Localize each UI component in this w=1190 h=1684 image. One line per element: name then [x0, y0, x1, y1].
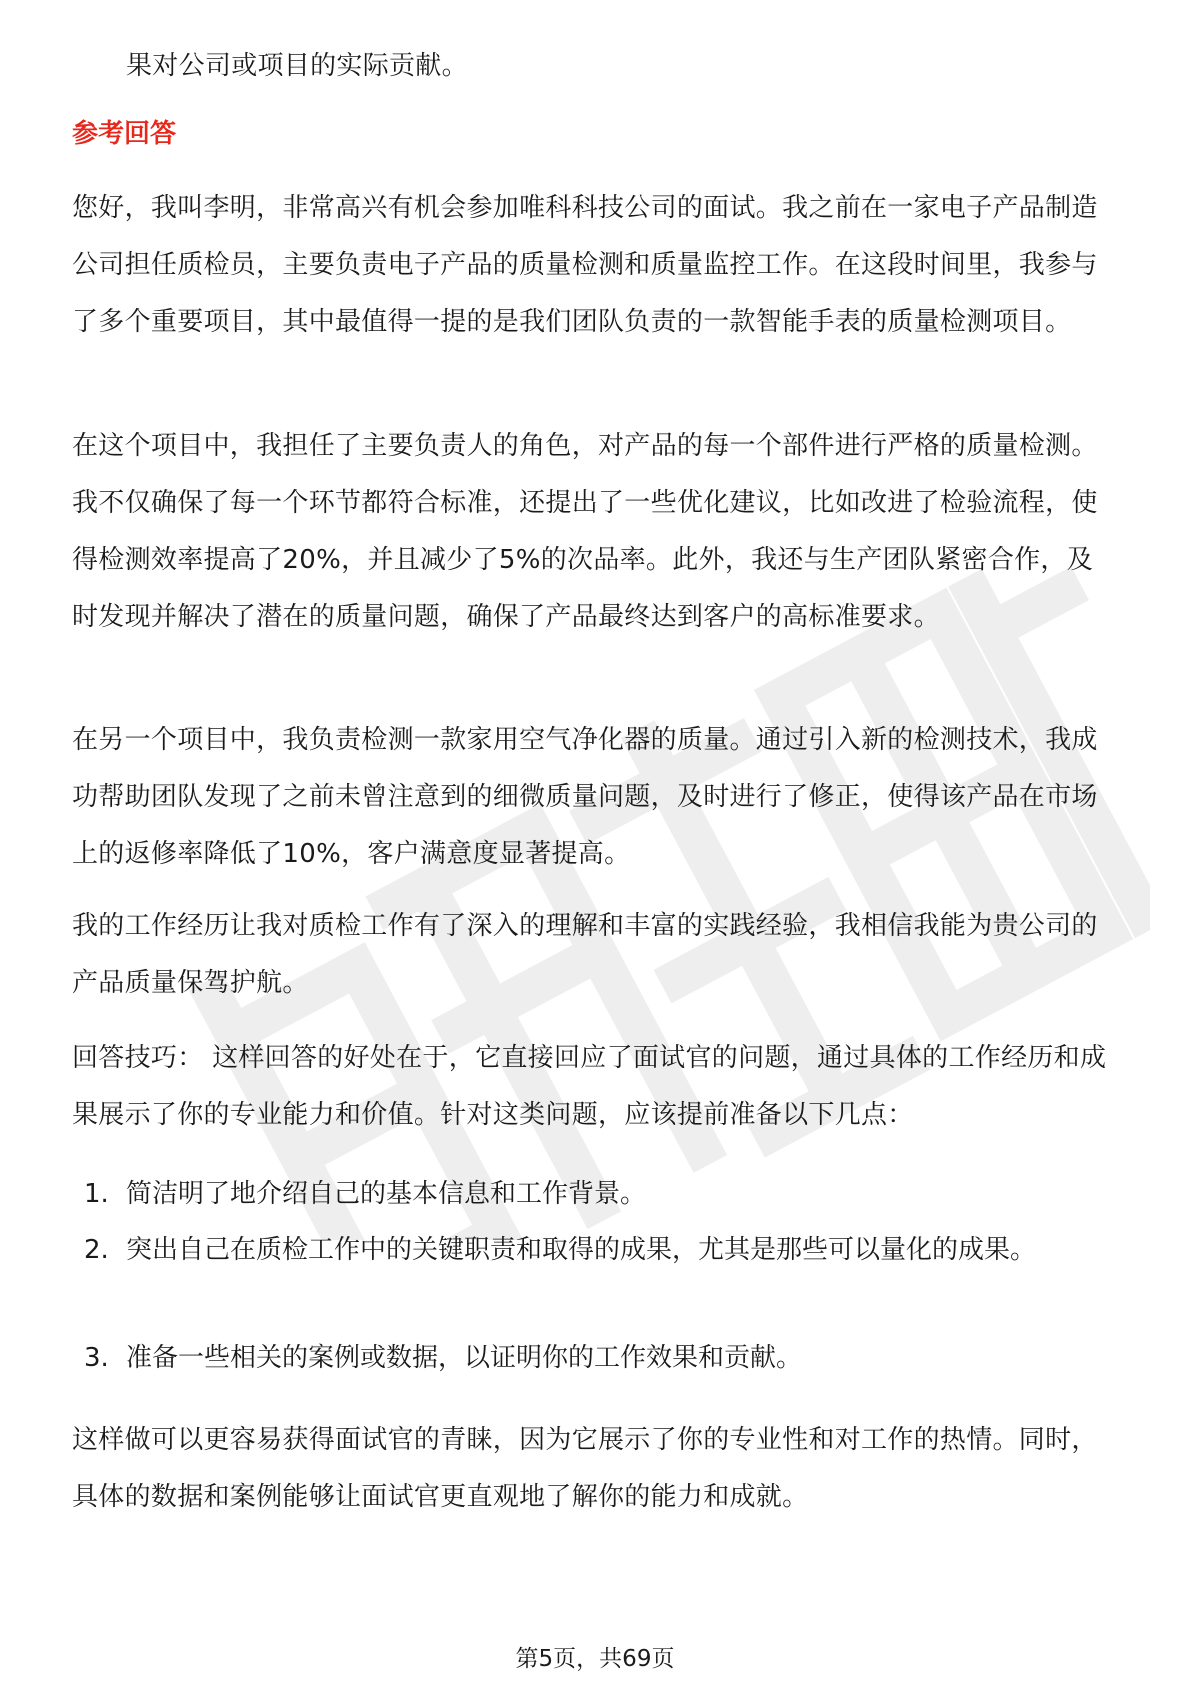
paragraph-project-1: 在这个项目中，我担任了主要负责人的角色，对产品的每一个部件进行严格的质量检测。我不仅确保了每一个环节都符合标准，还提出了一些优化建议，比如改进了检验流程，使得检测效率提高了20%，并且减少了5%的次品率。此外，我还与生产团队紧密合作，及时发现并解决了潜在的质量问题，确保了产品最终达到客户的高标准要求。	[72, 431, 1098, 632]
watermark-stroke-2	[391, 829, 701, 1222]
lead-in-text: 果对公司或项目的实际贡献。	[126, 51, 468, 81]
list-item-text: 准备一些相关的案例或数据，以证明你的工作效果和贡献。	[126, 1343, 803, 1373]
page-footer: 第5页，共69页	[515, 1646, 675, 1672]
paragraph-summary: 我的工作经历让我对质检工作有了深入的理解和丰富的实践经验，我相信我能为贵公司的产品质量保驾护航。	[72, 911, 1098, 998]
section-heading: 参考回答	[72, 119, 177, 149]
list-item-number: 2.	[84, 1235, 109, 1265]
paragraph-project-2: 在另一个项目中，我负责检测一款家用空气净化器的质量。通过引入新的检测技术，我成功帮助团队发现了之前未曾注意到的细微质量问题，及时进行了修正，使得该产品在市场上的返修率降低了10%，客户满意度显著提高。	[72, 725, 1098, 869]
paragraph-tips: 回答技巧： 这样回答的好处在于，它直接回应了面试官的问题，通过具体的工作经历和成果展示了你的专业能力和价值。针对这类问题，应该提前准备以下几点：	[72, 1043, 1107, 1130]
list-item-text: 简洁明了地介绍自己的基本信息和工作背景。	[126, 1179, 647, 1209]
list-item-number: 1.	[84, 1179, 109, 1209]
list-item-text: 突出自己在质检工作中的关键职责和取得的成果，尤其是那些可以量化的成果。	[126, 1235, 1037, 1265]
paragraph-intro: 您好，我叫李明，非常高兴有机会参加唯科科技公司的面试。我之前在一家电子产品制造公司担任质检员，主要负责电子产品的质量检测和质量监控工作。在这段时间里，我参与了多个重要项目，其中最值得一提的是我们团队负责的一款智能手表的质量检测项目。	[72, 193, 1098, 337]
paragraph-closing: 这样做可以更容易获得面试官的青睐，因为它展示了你的专业性和对工作的热情。同时，具体的数据和案例能够让面试官更直观地了解你的能力和成就。	[72, 1425, 1098, 1512]
list-item-number: 3.	[84, 1343, 109, 1373]
